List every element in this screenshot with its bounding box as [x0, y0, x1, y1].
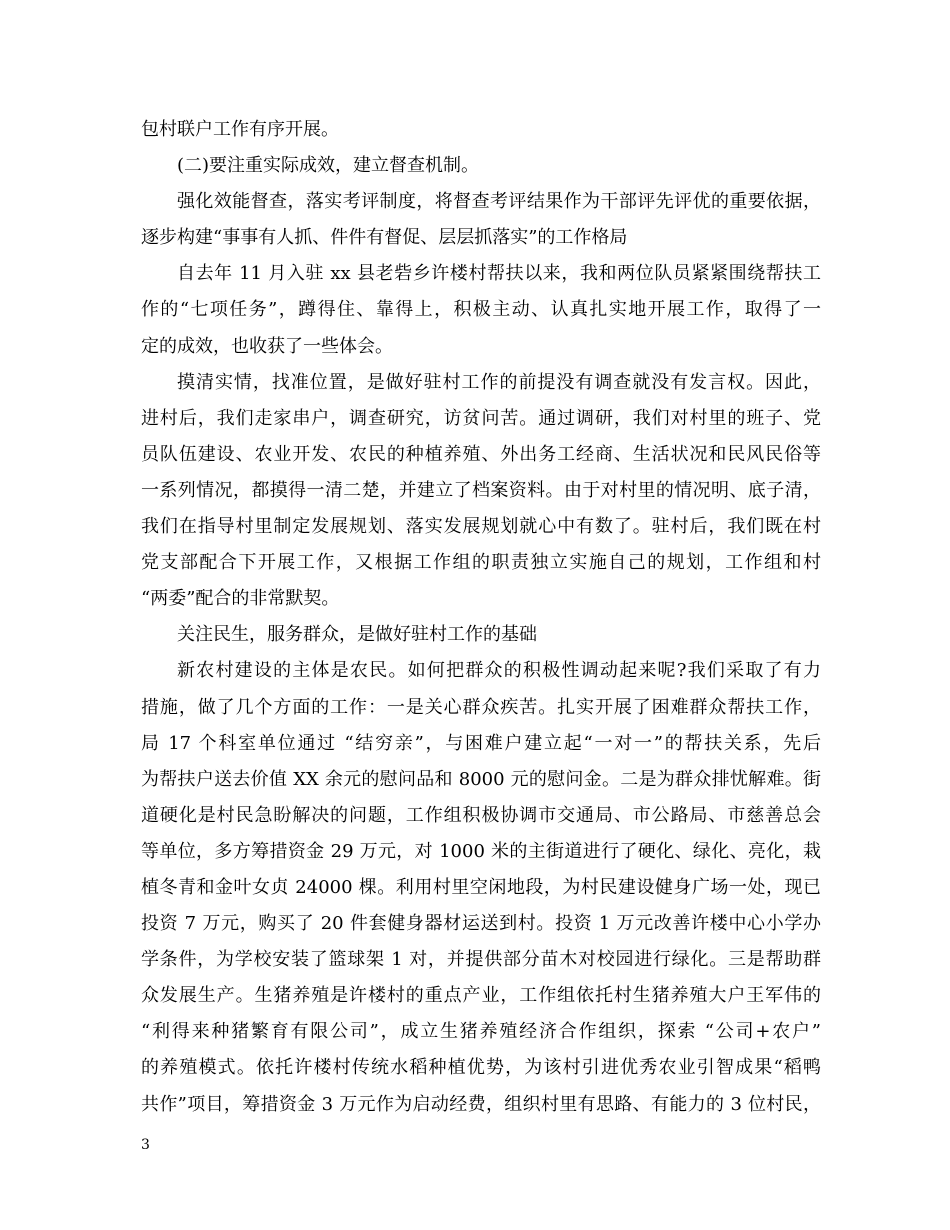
text-line: “利得来种猪繁育有限公司”，成立生猪养殖经济合作组织，探索 “公司+农户” [141, 1021, 821, 1043]
text-line: 投资 7 万元，购买了 20 件套健身器材运送到村。投资 1 万元改善许楼中心小学办 [141, 913, 821, 935]
text-line: 包村联户工作有序开展。 [141, 119, 339, 140]
text-line: 党支部配合下开展工作，又根据工作组的职责独立实施自己的规划，工作组和村 [141, 552, 821, 574]
text-line: 摸清实情，找准位置，是做好驻村工作的前提没有调查就没有发言权。因此， [177, 371, 821, 393]
text-line: 关注民生，服务群众，是做好驻村工作的基础 [177, 624, 537, 646]
text-line: 共作”项目，筹措资金 3 万元作为启动经费，组织村里有思路、有能力的 3 位村民， [141, 1093, 821, 1115]
text-line: 一系列情况，都摸得一清二楚，并建立了档案资料。由于对村里的情况明、底子清， [141, 479, 821, 501]
text-line: 植冬青和金叶女贞 24000 棵。利用村里空闲地段，为村民建设健身广场一处，现已 [141, 876, 821, 898]
text-line: 自去年 11 月入驻 xx 县老砦乡许楼村帮扶以来，我和两位队员紧紧围绕帮扶工 [177, 263, 821, 285]
text-line: 逐步构建“事事有人抓、件件有督促、层层抓落实”的工作格局 [141, 227, 628, 249]
text-line: 的养殖模式。依托许楼村传统水稻种植优势，为该村引进优秀农业引智成果“稻鸭 [141, 1057, 821, 1079]
text-line: 定的成效，也收获了一些体会。 [141, 335, 393, 357]
text-line: “两委”配合的非常默契。 [141, 588, 340, 610]
text-line: 进村后，我们走家串户，调查研究，访贫问苦。通过调研，我们对村里的班子、党 [141, 407, 821, 429]
text-line: (二)要注重实际成效，建立督查机制。 [177, 155, 480, 177]
text-line: 措施，做了几个方面的工作：一是关心群众疾苦。扎实开展了困难群众帮扶工作， [141, 696, 821, 718]
page-number: 3 [141, 1137, 150, 1153]
text-line: 等单位，多方筹措资金 29 万元，对 1000 米的主街道进行了硬化、绿化、亮化，栽 [141, 840, 821, 862]
body-text [141, 112, 821, 1123]
text-line: 强化效能督查，落实考评制度，将督查考评结果作为干部评先评优的重要依据， [177, 191, 821, 213]
text-line: 员队伍建设、农业开发、农民的种植养殖、外出务工经商、生活状况和民风民俗等 [141, 443, 821, 465]
text-line: 为帮扶户送去价值 XX 余元的慰问品和 8000 元的慰问金。二是为群众排忧解难。街 [141, 768, 821, 790]
text-line: 作的“七项任务”，蹲得住、靠得上，积极主动、认真扎实地开展工作，取得了一 [141, 299, 821, 321]
text-line: 局 17 个科室单位通过 “结穷亲”，与困难户建立起“一对一”的帮扶关系，先后 [141, 732, 821, 754]
text-line: 道硬化是村民急盼解决的问题，工作组积极协调市交通局、市公路局、市慈善总会 [141, 804, 821, 826]
text-line: 我们在指导村里制定发展规划、落实发展规划就心中有数了。驻村后，我们既在村 [141, 516, 821, 538]
text-line: 新农村建设的主体是农民。如何把群众的积极性调动起来呢?我们采取了有力 [177, 660, 821, 682]
text-line: 学条件，为学校安装了篮球架 1 对，并提供部分苗木对校园进行绿化。三是帮助群 [141, 949, 821, 971]
text-line: 众发展生产。生猪养殖是许楼村的重点产业，工作组依托村生猪养殖大户王军伟的 [141, 985, 821, 1007]
